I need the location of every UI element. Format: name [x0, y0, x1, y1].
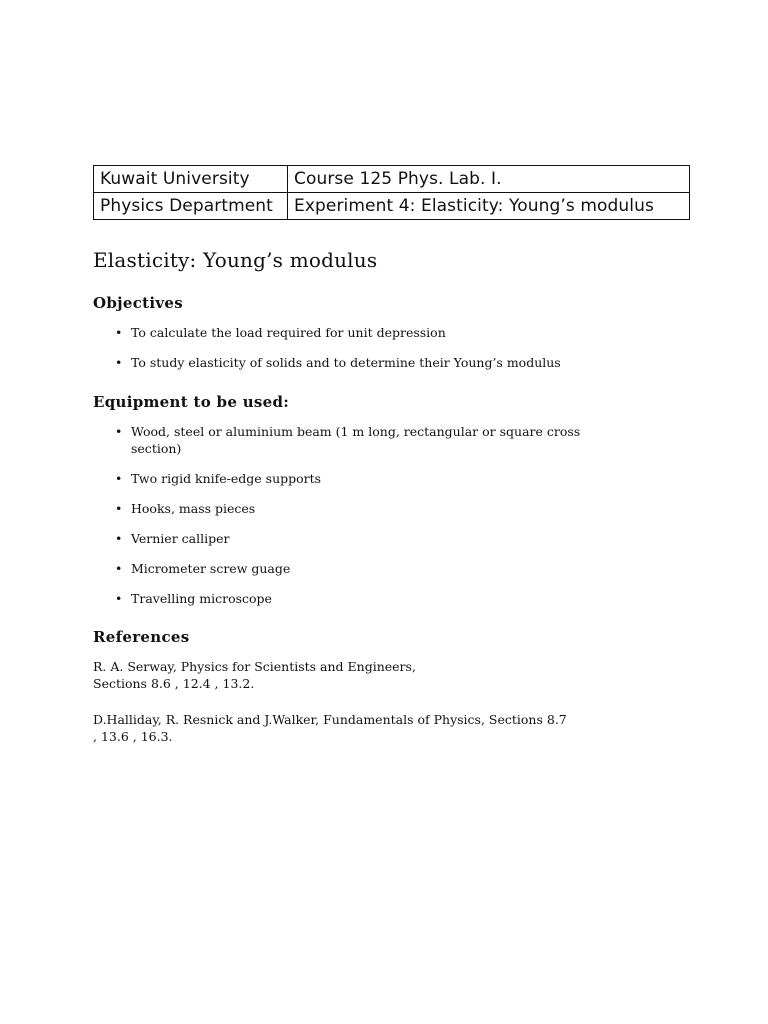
bullet-icon: • — [115, 325, 123, 340]
objectives-heading: Objectives — [93, 294, 183, 312]
equipment-text: Micrometer screw guage — [131, 561, 291, 576]
list-item — [115, 423, 605, 457]
equipment-heading: Equipment to be used: — [93, 393, 290, 411]
header-row — [94, 193, 690, 220]
department-cell: Physics Department — [94, 193, 288, 220]
list-item — [115, 470, 605, 487]
equipment-text: Two rigid knife-edge supports — [131, 471, 322, 486]
equipment-text: Vernier calliper — [131, 531, 230, 546]
reference-line: D.Halliday, R. Resnick and J.Walker, Fundamentals of Physics, Sections 8.7 — [93, 712, 567, 727]
header-row — [94, 166, 690, 193]
bullet-icon: • — [115, 355, 123, 370]
bullet-icon: • — [115, 531, 123, 546]
list-item — [115, 530, 605, 547]
header-table — [93, 165, 690, 220]
equipment-text: Wood, steel or aluminium beam (1 m long, rectangular or square cross section) — [131, 424, 581, 456]
objective-text: To study elasticity of solids and to determine their Young’s modulus — [131, 355, 561, 370]
bullet-icon: • — [115, 424, 123, 439]
reference-line: , 13.6 , 16.3. — [93, 729, 173, 744]
list-item — [115, 590, 605, 607]
list-item — [115, 500, 605, 517]
course-cell: Course 125 Phys. Lab. I. — [288, 166, 690, 193]
bullet-icon: • — [115, 471, 123, 486]
list-item — [115, 354, 605, 371]
bullet-icon: • — [115, 561, 123, 576]
equipment-list — [115, 423, 605, 607]
objective-text: To calculate the load required for unit depression — [131, 325, 446, 340]
equipment-text: Hooks, mass pieces — [131, 501, 256, 516]
list-item — [115, 560, 605, 577]
reference-entry — [93, 658, 416, 692]
equipment-text: Travelling microscope — [131, 591, 272, 606]
reference-line: Sections 8.6 , 12.4 , 13.2. — [93, 676, 255, 691]
reference-entry — [93, 711, 567, 745]
experiment-cell: Experiment 4: Elasticity: Young’s modulus — [288, 193, 690, 220]
objectives-list — [115, 324, 605, 371]
reference-line: R. A. Serway, Physics for Scientists and Engineers, — [93, 659, 416, 674]
page-title: Elasticity: Young’s modulus — [93, 248, 378, 272]
list-item — [115, 324, 605, 341]
references-heading: References — [93, 628, 190, 646]
bullet-icon: • — [115, 501, 123, 516]
bullet-icon: • — [115, 591, 123, 606]
university-cell: Kuwait University — [94, 166, 288, 193]
